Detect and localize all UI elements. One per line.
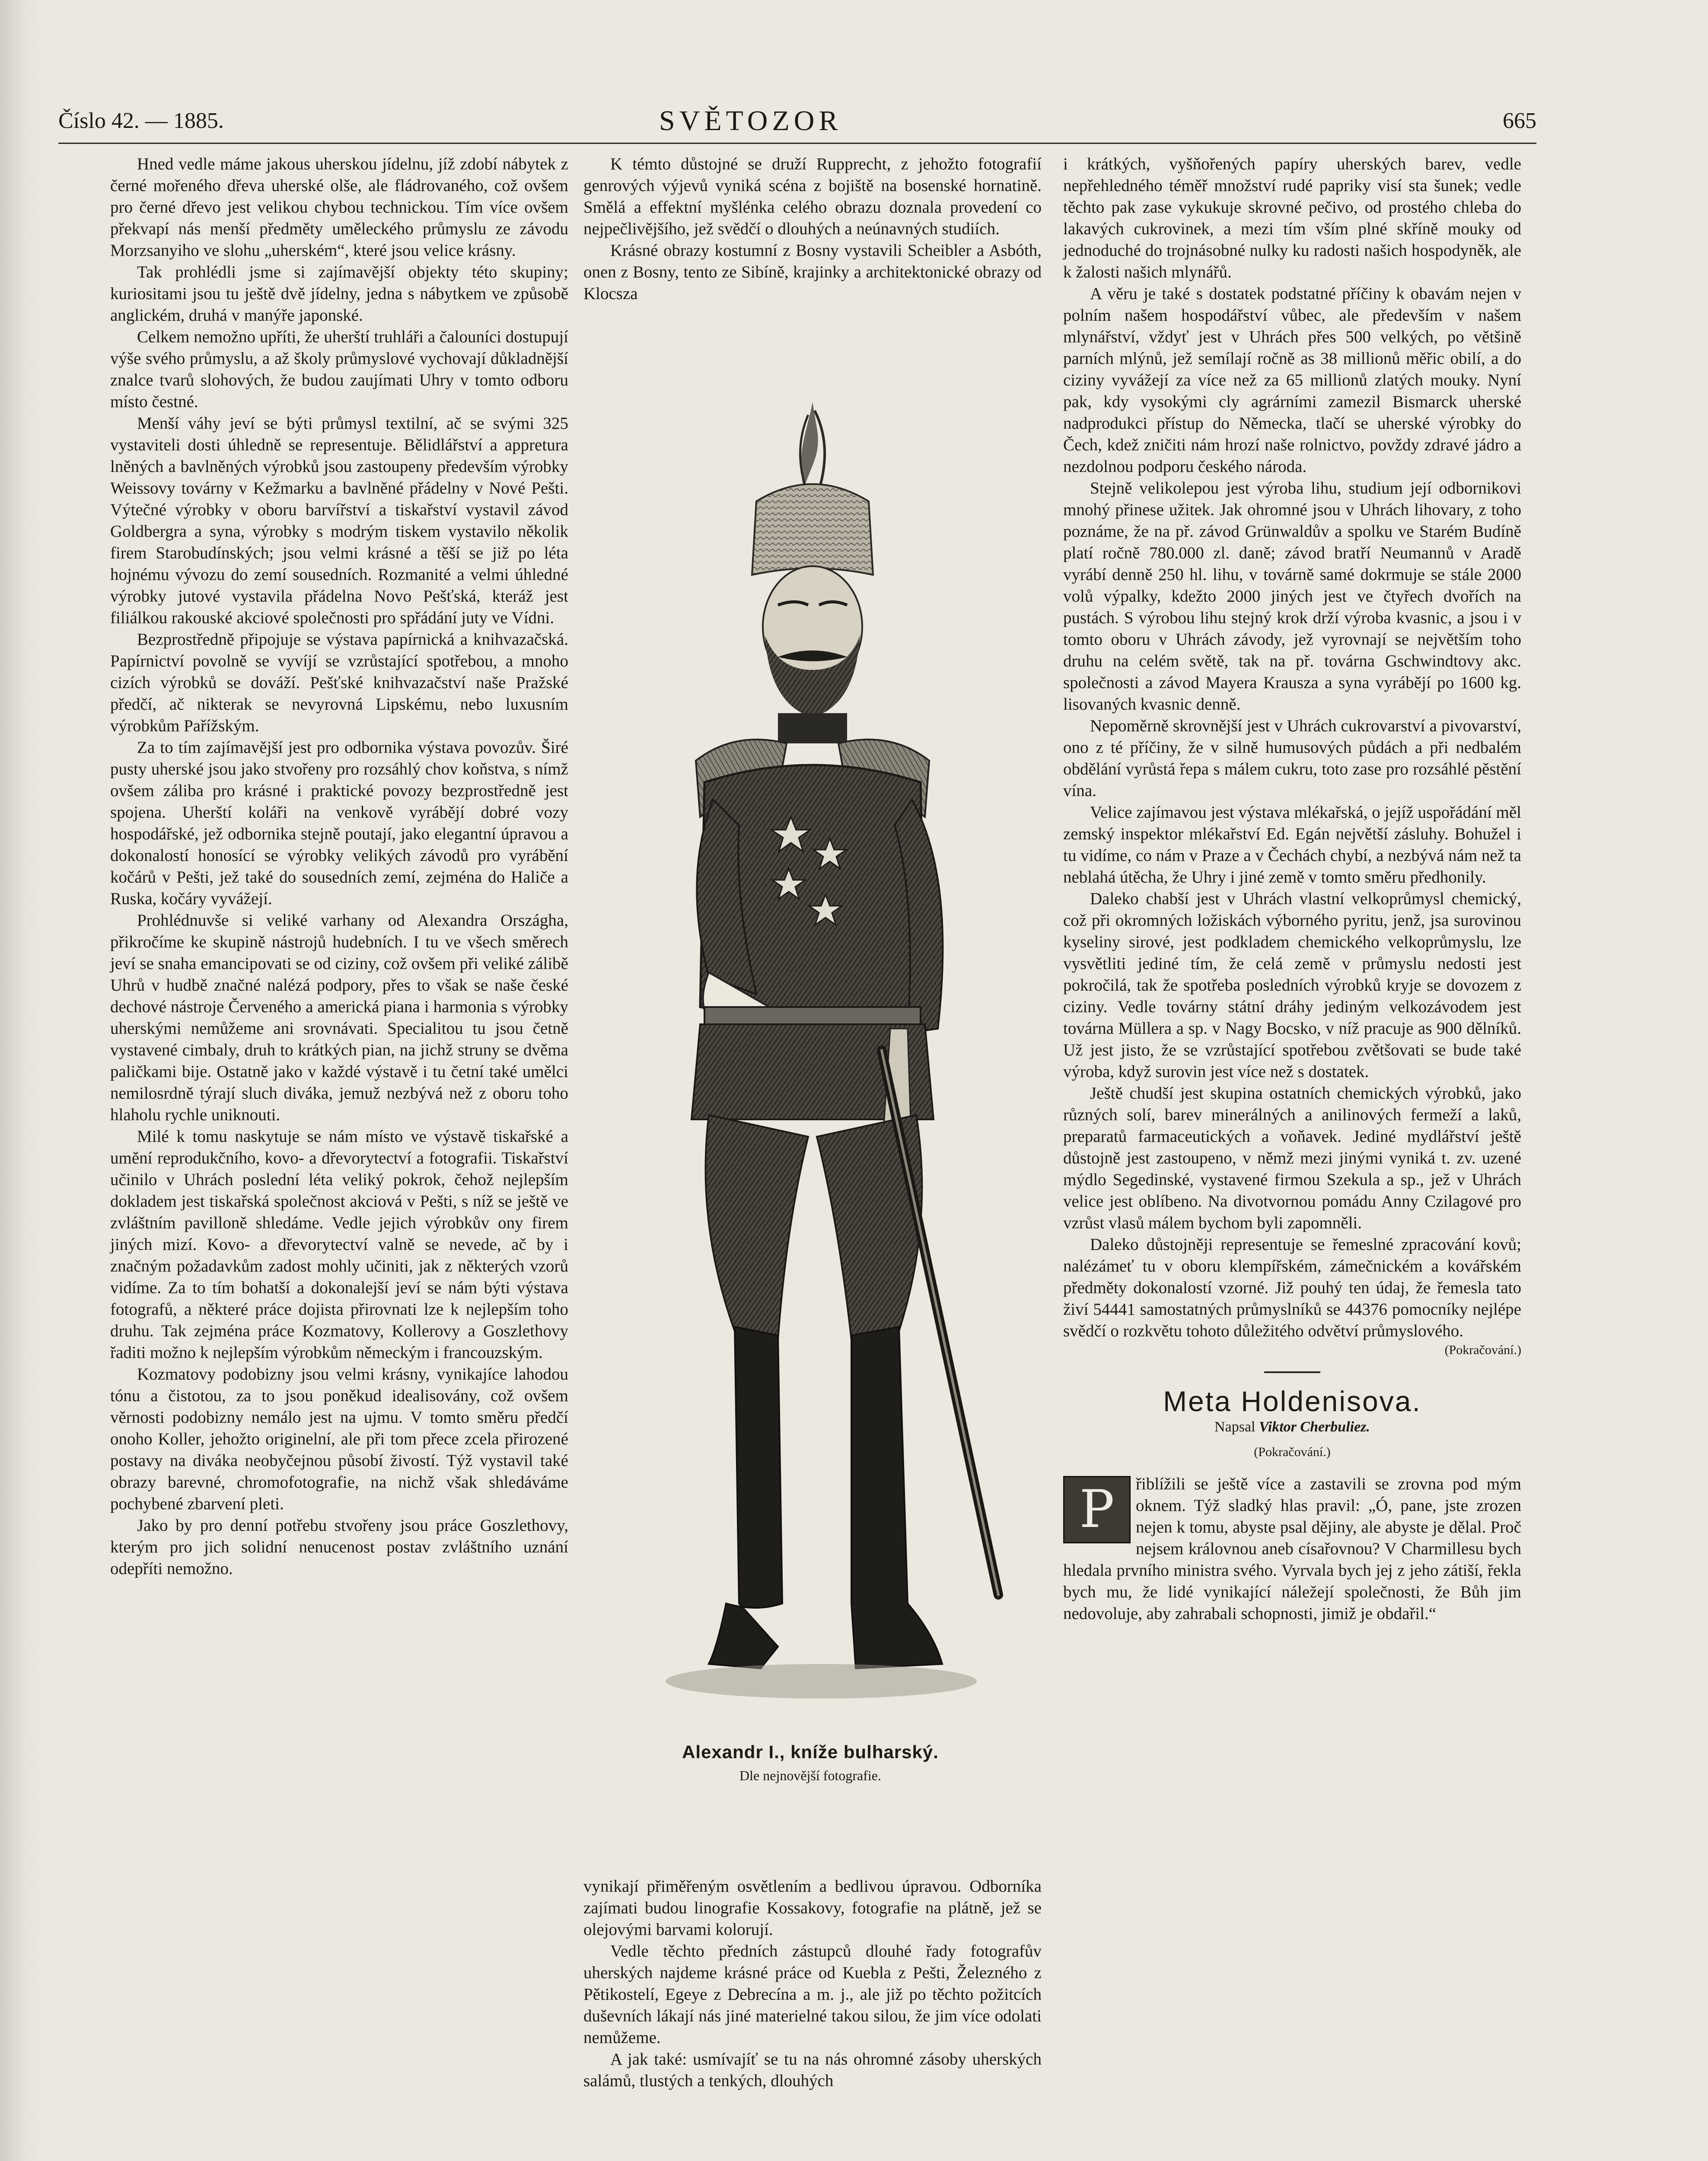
paragraph: Vedle těchto předních zástupců dlouhé řady fotografův uherských najdeme krásné práce od Kuebla z Pešti, Železného z Pětikostelí, Egeye z Debrecína a m. j., ale již po těchto požitcích duševních lákají nás jiné materielné takou silou, že jim více odolati nemůžeme.	[583, 1942, 1042, 2047]
running-head	[58, 105, 1536, 143]
paragraph: Celkem nemožno upříti, že uherští truhláři a čalouníci dostupují výše svého průmyslu, a až školy průmyslové vychovají důkladnější znalce tvarů slohových, že budou zaujímati Uhry v tomto odboru místo čestné.	[110, 328, 568, 411]
scan-edge	[0, 0, 41, 2161]
initial-letter: P	[1063, 1476, 1131, 1543]
serial-title: Meta Holdenisova.	[1163, 1385, 1421, 1417]
paragraph: A jak také: usmívajíť se tu na nás ohromné zásoby uherských salámů, tlustých a tenkých, dlouhých	[583, 2050, 1042, 2090]
paragraph: Stejně velikolepou jest výroba lihu, studium její odbornikovi mnohý přinese užitek. Jak ohromné jsou v Uhrách lihovary, z toho poznáme, že na př. závod Grünwaldův a spolku ve Starém Budíně platí ročně 780.000 zl. daně; závod bratří Neumannů v Aradě vyrábí denně 250 hl. lihu, v továrně samé dokrmuje se stále 2000 volů výpalky, kdežto 2000 jiných jest ve čtyřech dvořích na pustách. S výrobou lihu stejný krok drží výroba kvasnic, a jsou i v tomto oboru v Uhrách závody, jež vyrovnají se největším toho druhu na celém světě, tak na př. továrna Gschwindtovy akc. společnosti a závod Mayera Krausza a syna vyrábějí po 1600 kg. lisovaných kvasnic denně.	[1063, 479, 1521, 714]
paragraph: Kozmatovy podobizny jsou velmi krásny, vynikajíce lahodou tónu a čistotou, za to jsou poněkud idealisovány, což ovšem věrnosti podobizny nemálo jest na ujmu. V tomto směru předčí onoho Koller, jehožto originelní, ale při tom přece zcela přirozené postavy na diváka neobyčejnou působí živostí. Týž vystavil také obrazy barevné, chromofotografie, na nichž však shledáváme pochybené zbarvení pleti.	[110, 1365, 568, 1513]
paragraph: Milé k tomu naskytuje se nám místo ve výstavě tiskařské a umění reprodukčního, kovo- a dřevorytectví a fotografii. Tiskařství učinilo v Uhrách poslední léta veliký pokrok, čehož nejlepším dokladem jest tiskařská společnost akciová v Pešti, s níž se ještě ve zvláštním pavilloně shledáme. Vedle jejich výrobkův ony firem jiných mizí. Kovo- a dřevorytectví valně se nevede, ač by i značným požadavkům zadost mohly učiniti, jak z některých vzorů vidíme. Za to tím bohatší a dokonalejší jeví se nám býti výstava fotografů, a některé práce dojista přirovnati lze k nejlepším toho druhu. Tak zejména práce Kozmatovy, Kollerovy a Goszlethovy řaditi možno k nejlepším výrobkům německým i francouzským.	[110, 1127, 568, 1362]
paragraph: Hned vedle máme jakous uherskou jídelnu, jíž zdobí nábytek z černé mořeného dřeva uherské olše, ale fládrovaného, což ovšem pro černé dřevo jest velikou chybou technickou. Tím více ovšem překvapí nás menší předměty uměleckého průmyslu ze závodu Morzsanyiho ve slohu „uherském“, které jsou velice krásny.	[110, 155, 568, 260]
header-rule	[58, 143, 1536, 144]
author-name: Viktor Cherbuliez.	[1259, 1419, 1370, 1435]
paragraph: Nepoměrně skrovnější jest v Uhrách cukrovarství a pivovarství, ono z té příčiny, že v silně humusových půdách a při nedbalém obdělání vyrůstá řepa s málem cukru, toto zase pro rozsáhlé pěstění vína.	[1063, 717, 1521, 800]
serial-body	[1063, 1473, 1521, 1625]
section-divider	[1264, 1371, 1320, 1373]
serial-text: řiblížili se ještě více a zastavili se zrovna pod mým oknem. Týž sladký hlas pravil: „Ó, pane, jste zrozen nejen k tomu, abyste psal dějiny, ale abyste je dělal. Proč nejsem královnou aneb císařovnou? V Charmillesu bych hledala prvního ministra svého. Vyrvala bych jej z jeho zátiší, řekla bych mu, že lidé vynikající náležejí společnosti, že Bůh jim nedovoluje, aby zahrabali schopnosti, jimiž je obdařil.“	[1063, 1475, 1521, 1623]
magazine-title: SVĚTOZOR	[659, 105, 842, 137]
paragraph: vynikají přiměřeným osvětlením a bedlivou úpravou. Odborníka zajímati budou linografie Kossakovy, fotografie na plátně, jež se olejovými barvami kolorují.	[583, 1877, 1042, 1939]
decorated-initial	[1063, 1476, 1128, 1541]
column-3	[1063, 153, 1521, 1625]
illustration-caption	[579, 1742, 1042, 1784]
paragraph: Daleko chabší jest v Uhrách vlastní velkoprůmysl chemický, což při okromných ložiskách výborného pyritu, jenž, jsa surovinou kyseliny sirové, jest podkladem chemického velkoprůmyslu, lze vysvětliti jediné tím, že celá země v průmyslu nedosti jest pokročilá, tak že spotřeba posledních výrobků kryje se dovozem z ciziny. Vedle továrny státní dráhy jediným velkozávodem jest továrna Müllera a sp. v Nagy Bocsko, v níž pracuje as 900 dělníků. Už jest jisto, že se vzrůstající spotřebou zvětšovati se bude také výroba, když surovin jest více než s dostatek.	[1063, 889, 1521, 1081]
column-2-top	[583, 153, 1042, 305]
issue-label: Číslo 42. — 1885.	[58, 108, 224, 133]
serial-continuation-note: (Pokračování.)	[1254, 1445, 1331, 1459]
paragraph: Menší váhy jeví se býti průmysl textilní, ač se svými 325 vystaviteli dosti úhledně se representuje. Bělidlářství a appretura lněných a bavlněných výrobků jsou zastoupeny především výrobky Weissovy továrny v Kežmarku a bavlněné přádelny v Nové Pešti. Výtečné výrobky v oboru barvířství a tiskařství vystavil závod Goldbergra a syna, výrobky s modrým tiskem vystavilo několik firem Starobudínských; jsou velmi krásné a těší se již po léta hojnému vývozu do zemí sousedních. Rozmanité a velmi úhledné výrobky jutové vystavila přádelna Novo Pešťská, kteráž jest filiálkou rakouské akciové společnosti pro spřádání juty ve Vídni.	[110, 414, 568, 627]
paragraph: Jako by pro denní potřebu stvořeny jsou práce Goszlethovy, kterým pro jich solidní nenucenost postav zvláštního uznání odepříti nemožno.	[110, 1516, 568, 1578]
paragraph: Bezprostředně připojuje se výstava papírnická a knihvazačská. Papírnictví povolně se vyvíjí se vzrůstající spotřebou, a mnoho cizích výrobků se dováží. Pešťské knihvazačství naše Pražské předčí, ač nikterak se nevyrovná Lipskému, nebo luxusním výrobkům Pařížským.	[110, 630, 568, 735]
paragraph: A věru je také s dostatek podstatné příčiny k obavám nejen v polním našem hospodářství vůbec, ale především v našem mlynářství, vždyť jest v Uhrách přes 500 velkých, po většině parních mlýnů, jež semílají ročně as 38 millionů měřic obilí, a do ciziny vyvážejí za více než za 65 millionů zlatých mouky. Nyní pak, kdy vysokými cly agrárními zamezil Bismarck uherské nadprodukci přístup do Německa, tlačí se uherské výrobky do Čech, kdež zničiti nám hrozí naše rolnictvo, povždy zdravé jádro a nezdolnou podporu českého národa.	[1063, 284, 1521, 476]
paragraph: Velice zajímavou jest výstava mlékařská, o jejíž uspořádání měl zemský inspektor mlékařství Ed. Egán největší zásluhy. Bohužel i tu vidíme, co nám v Praze a v Čechách chybí, a nezbývá nám než ta neblahá útěcha, že Uhry i jiné země v tomto směru předhonily.	[1063, 803, 1521, 886]
column-1	[110, 153, 568, 1580]
portrait-engraving	[553, 402, 1063, 1746]
author-prefix: Napsal	[1214, 1419, 1256, 1435]
paragraph: i krátkých, vyšňořených papíry uherských barev, vedle nepřehledného téměř množství rudé papriky visí sta šunek; vedle těchto pak zase vykukuje skrovné pečivo, od prostého chleba do lakavých cukrovinek, a mezi tím vším plné skříně mouky od jednoduché do trojnásobné nulky ku radosti našich hospodyněk, ale k žalosti našich mlynářů.	[1063, 155, 1521, 281]
paragraph: Tak prohlédli jsme si zajímavější objekty této skupiny; kuriositami jsou tu ještě dvě jídelny, jedna s nábytkem ve způsobě anglickém, druhá v manýře japonské.	[110, 263, 568, 325]
paragraph: Krásné obrazy kostumní z Bosny vystavili Scheibler a Asbóth, onen z Bosny, tento ze Sibíně, krajinky a architektonické obrazy od Klocsza	[583, 241, 1042, 303]
page-number: 665	[1503, 108, 1536, 133]
paragraph: Prohlédnuvše si veliké varhany od Alexandra Országha, přikročíme ke skupině nástrojů hudebních. I tu ve všech směrech jeví se snaha emancipovati se od ciziny, což ovšem při veliké zálibě Uhrů v hudbě značné nalézá podpory, přes to však se naše české dechové nástroje Červeného a americká piana i harmonia s výrobky uherskými nemůžeme ani srovnávati. Specialitou tu jsou četně vystavené cimbaly, druh to krátkých pian, na jichž struny se dvěma paličkami bije. Ostatně jako v každé výstavě i tu četní také umělci nemilosrdně týrají sluch diváka, jemuž nezbývá než z oboru toho hlaholu rychle uniknouti.	[110, 911, 568, 1124]
paragraph: K témto důstojné se druží Rupprecht, z jehožto fotografií genrových výjevů vyniká scéna z bojiště na bosenské hornatině. Smělá a effektní myšlénka celého obrazu doznala provedení co nejpečlivějšího, jež svědčí o dlouhých a neúnavných studiích.	[583, 155, 1042, 238]
column-2-bottom	[583, 1876, 1042, 2092]
serial-author	[1063, 1416, 1521, 1438]
paragraph: Za to tím zajímavější jest pro odbornika výstava povozův. Širé pusty uherské jsou jako stvořeny pro rozsáhlý chov koňstva, s nímž ovšem záliba pro krásné i praktické povozy bezprostředně jest spojena. Uherští koláři na venkově vyrábějí dobré vozy hospodářské, jež odbornika stejně poutají, jako elegantní úpravou a dokonalostí honosící se výrobky velikých závodů pro vyrábění kočárů v Pešti, jež také do sousedních zemí, zejména do Haliče a Ruska, kočáry vyvážejí.	[110, 738, 568, 908]
continuation-note: (Pokračování.)	[1444, 1343, 1521, 1357]
caption-title: Alexandr I., kníže bulharský.	[682, 1742, 939, 1762]
paragraph: Daleko důstojněji representuje se řemeslné zpracování kovů; nalézámeť tu v oboru klempířském, zámečnickém a kovářském předměty dokonalostí vzorné. Již pouhý ten údaj, že řemesla tato živí 54441 samostatných průmyslníků se 44376 pomocníky nejlépe svědčí o rozkvětu tohoto důležitého odvětví průmyslového.	[1063, 1235, 1521, 1340]
officer-figure-icon	[553, 402, 1063, 1746]
paragraph: Ještě chudší jest skupina ostatních chemických výrobků, jako různých solí, barev minerálných a anilinových fermeží a laků, preparatů farmaceutických a voňavek. Jediné mydlářství ještě důstojně jest zastoupeno, v němž mezi jinými vyniká t. zv. uzené mýdlo Segedinské, vystavené firmou Szekula a sp., jež v Uhrách velice jest oblíbeno. Na divotvornou pomádu Anny Czilagové pro vzrůst vlasů málem bychom byli zapomněli.	[1063, 1084, 1521, 1232]
caption-subtitle: Dle nejnovější fotografie.	[739, 1768, 881, 1783]
